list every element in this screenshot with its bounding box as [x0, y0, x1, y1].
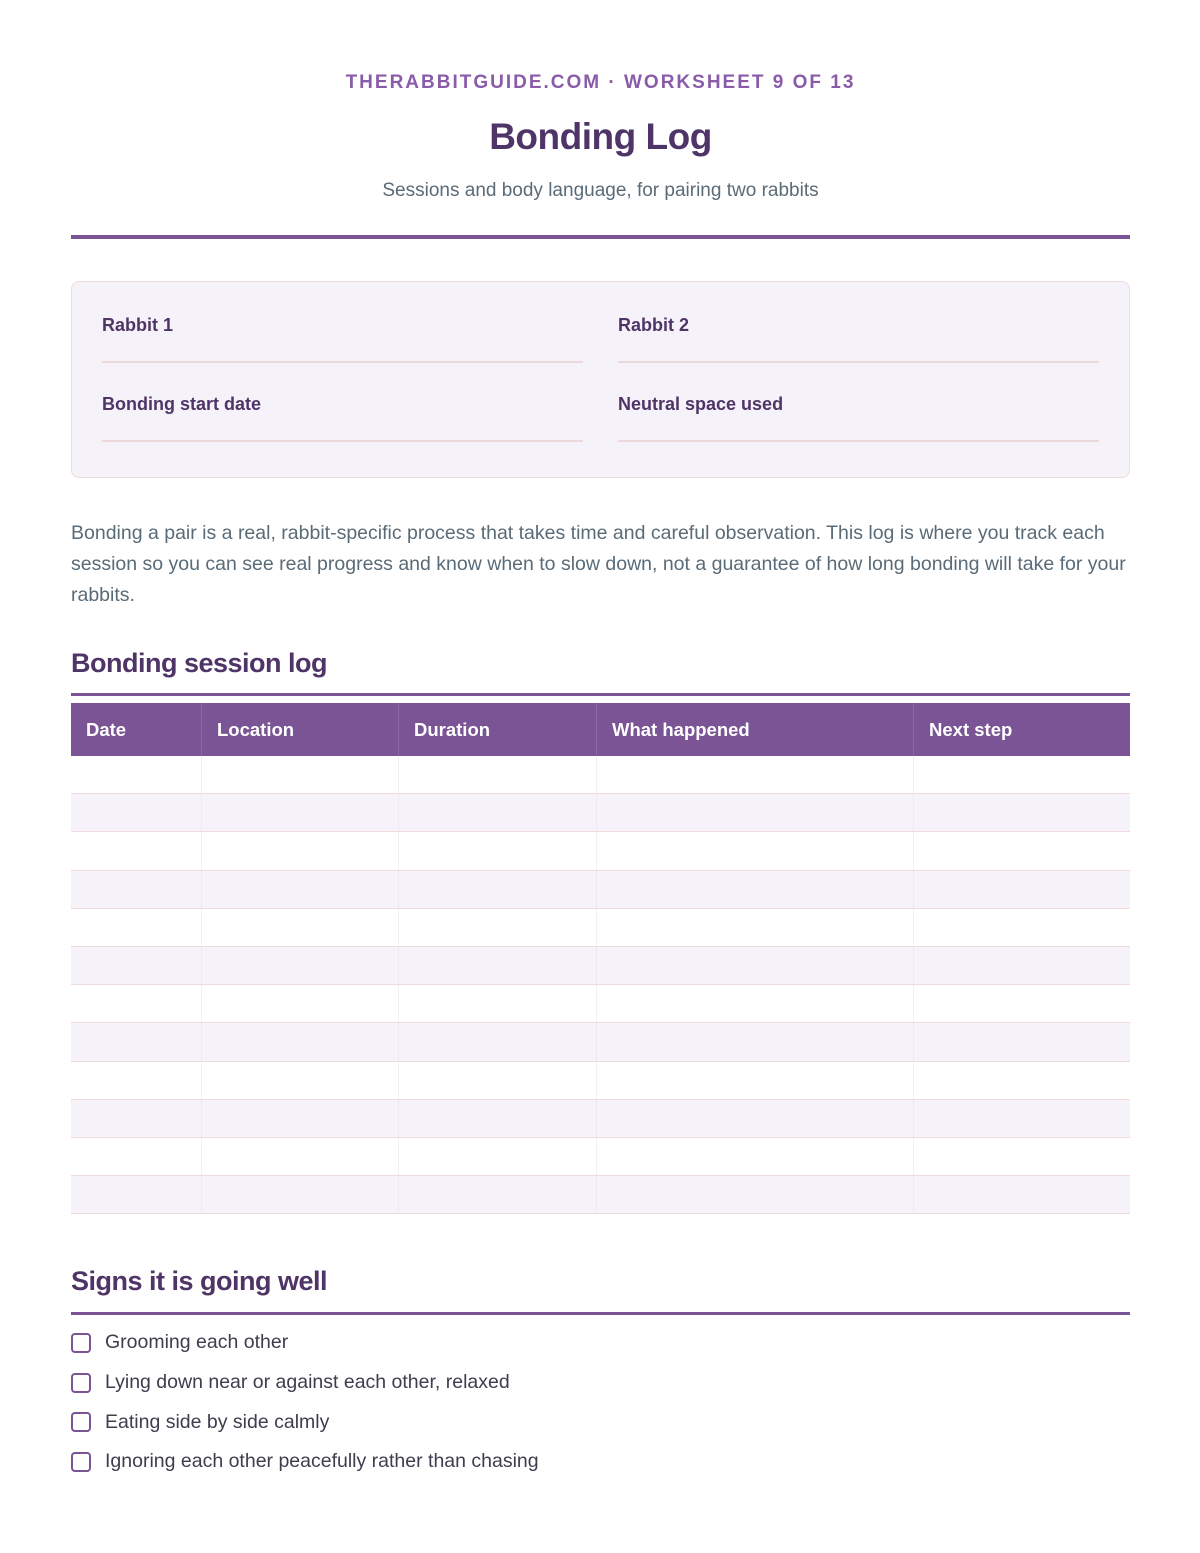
table-cell[interactable]: [597, 947, 914, 984]
table-cell[interactable]: [399, 985, 597, 1022]
column-header-date: Date: [71, 703, 202, 756]
table-row: [71, 985, 1130, 1023]
table-cell[interactable]: [597, 909, 914, 946]
table-cell[interactable]: [399, 832, 597, 869]
header-divider: [71, 235, 1130, 239]
table-cell[interactable]: [597, 1100, 914, 1137]
table-cell[interactable]: [914, 1138, 1130, 1175]
rabbit2-field[interactable]: [618, 315, 1099, 336]
checkbox[interactable]: [71, 1452, 91, 1472]
checklist-item-label: Eating side by side calmly: [105, 1410, 330, 1433]
table-cell[interactable]: [202, 1138, 399, 1175]
table-cell[interactable]: [202, 1176, 399, 1213]
table-row: [71, 1176, 1130, 1214]
table-cell[interactable]: [399, 947, 597, 984]
page-subtitle: Sessions and body language, for pairing two rabbits: [382, 180, 819, 201]
table-cell[interactable]: [399, 909, 597, 946]
column-header-duration: Duration: [399, 703, 597, 756]
table-cell[interactable]: [399, 1176, 597, 1213]
checklist-item: [71, 1402, 1130, 1442]
table-cell[interactable]: [597, 1138, 914, 1175]
table-cell[interactable]: [202, 1023, 399, 1060]
table-cell[interactable]: [914, 985, 1130, 1022]
table-cell[interactable]: [597, 1062, 914, 1099]
session-log-divider: [71, 693, 1130, 696]
rabbit1-label: Rabbit 1: [102, 315, 174, 335]
table-cell[interactable]: [914, 756, 1130, 793]
neutral-space-write-line[interactable]: [618, 440, 1099, 442]
table-row: [71, 1062, 1130, 1100]
table-cell[interactable]: [71, 1138, 202, 1175]
column-header-next-step: Next step: [929, 719, 1013, 740]
table-cell[interactable]: [914, 1100, 1130, 1137]
table-cell[interactable]: [399, 1023, 597, 1060]
table-row: [71, 909, 1130, 947]
rabbit1-field[interactable]: [102, 315, 583, 336]
table-cell[interactable]: [399, 871, 597, 908]
table-row: [71, 832, 1130, 870]
table-cell[interactable]: [399, 1062, 597, 1099]
table-cell[interactable]: [597, 794, 914, 831]
checklist-item: [71, 1442, 1130, 1482]
table-cell[interactable]: [399, 794, 597, 831]
start-date-write-line[interactable]: [102, 440, 583, 442]
checkbox[interactable]: [71, 1333, 91, 1353]
table-cell[interactable]: [202, 832, 399, 869]
session-log-heading: Bonding session log: [71, 648, 328, 678]
signs-divider: [71, 1312, 1130, 1315]
table-row: [71, 1138, 1130, 1176]
table-body: [71, 756, 1130, 1214]
table-cell[interactable]: [202, 794, 399, 831]
table-cell[interactable]: [597, 832, 914, 869]
checklist-item: [71, 1323, 1130, 1363]
rabbit1-write-line[interactable]: [102, 361, 583, 363]
checklist-item-label: Grooming each other: [105, 1331, 289, 1354]
table-cell[interactable]: [71, 756, 202, 793]
table-cell[interactable]: [914, 947, 1130, 984]
rabbit2-write-line[interactable]: [618, 361, 1099, 363]
table-cell[interactable]: [71, 1176, 202, 1213]
table-cell[interactable]: [71, 1023, 202, 1060]
rabbit-info-panel: [71, 281, 1130, 478]
table-cell[interactable]: [71, 985, 202, 1022]
table-cell[interactable]: [202, 947, 399, 984]
table-cell[interactable]: [71, 1062, 202, 1099]
table-cell[interactable]: [71, 1100, 202, 1137]
table-row: [71, 947, 1130, 985]
signs-heading: Signs it is going well: [71, 1266, 328, 1296]
table-row: [71, 756, 1130, 794]
table-cell[interactable]: [399, 756, 597, 793]
table-row: [71, 1023, 1130, 1061]
table-row: [71, 1100, 1130, 1138]
table-row: [71, 871, 1130, 909]
table-cell[interactable]: [399, 1100, 597, 1137]
table-cell[interactable]: [914, 871, 1130, 908]
checkbox[interactable]: [71, 1412, 91, 1432]
checklist-item-label: Ignoring each other peacefully rather than chasing: [105, 1450, 539, 1473]
table-cell[interactable]: [202, 1062, 399, 1099]
signs-checklist: [71, 1323, 1130, 1482]
table-cell[interactable]: [914, 1176, 1130, 1213]
neutral-space-label: Neutral space used: [618, 394, 784, 414]
checkbox[interactable]: [71, 1373, 91, 1393]
table-cell[interactable]: [202, 756, 399, 793]
column-header-what-happened: What happened: [597, 703, 914, 756]
start-date-field[interactable]: [102, 394, 583, 415]
table-cell[interactable]: [71, 832, 202, 869]
column-header-location: Location: [202, 703, 399, 756]
neutral-space-field[interactable]: [618, 394, 1099, 415]
table-cell[interactable]: [597, 1176, 914, 1213]
table-cell[interactable]: [914, 1023, 1130, 1060]
table-cell[interactable]: [71, 947, 202, 984]
table-cell[interactable]: [202, 985, 399, 1022]
session-log-table: [71, 703, 1130, 1214]
table-cell[interactable]: [71, 794, 202, 831]
checklist-item: [71, 1363, 1130, 1403]
table-cell[interactable]: [597, 756, 914, 793]
table-cell[interactable]: [202, 909, 399, 946]
table-cell[interactable]: [914, 832, 1130, 869]
table-cell[interactable]: [71, 871, 202, 908]
table-cell[interactable]: [71, 909, 202, 946]
rabbit2-label: Rabbit 2: [618, 315, 690, 335]
table-cell[interactable]: [597, 1023, 914, 1060]
intro-paragraph: Bonding a pair is a real, rabbit-specific process that takes time and careful observation. This log is where you track each session so you can see real progress and know when to slow down, not a guarantee of how long bonding will take for your rabbits.: [71, 522, 1126, 606]
table-cell[interactable]: [202, 1100, 399, 1137]
table-cell[interactable]: [597, 985, 914, 1022]
table-cell[interactable]: [914, 909, 1130, 946]
worksheet-eyebrow: THERABBITGUIDE.COM · WORKSHEET 9 OF 13: [345, 72, 856, 93]
table-header: [71, 703, 1130, 756]
table-cell[interactable]: [597, 871, 914, 908]
table-cell[interactable]: [399, 1138, 597, 1175]
start-date-label: Bonding start date: [102, 394, 262, 414]
checklist-item-label: Lying down near or against each other, relaxed: [105, 1371, 510, 1394]
table-cell[interactable]: [202, 871, 399, 908]
table-cell[interactable]: [914, 1062, 1130, 1099]
table-cell[interactable]: [914, 794, 1130, 831]
table-row: [71, 794, 1130, 832]
page-title: Bonding Log: [489, 116, 712, 157]
